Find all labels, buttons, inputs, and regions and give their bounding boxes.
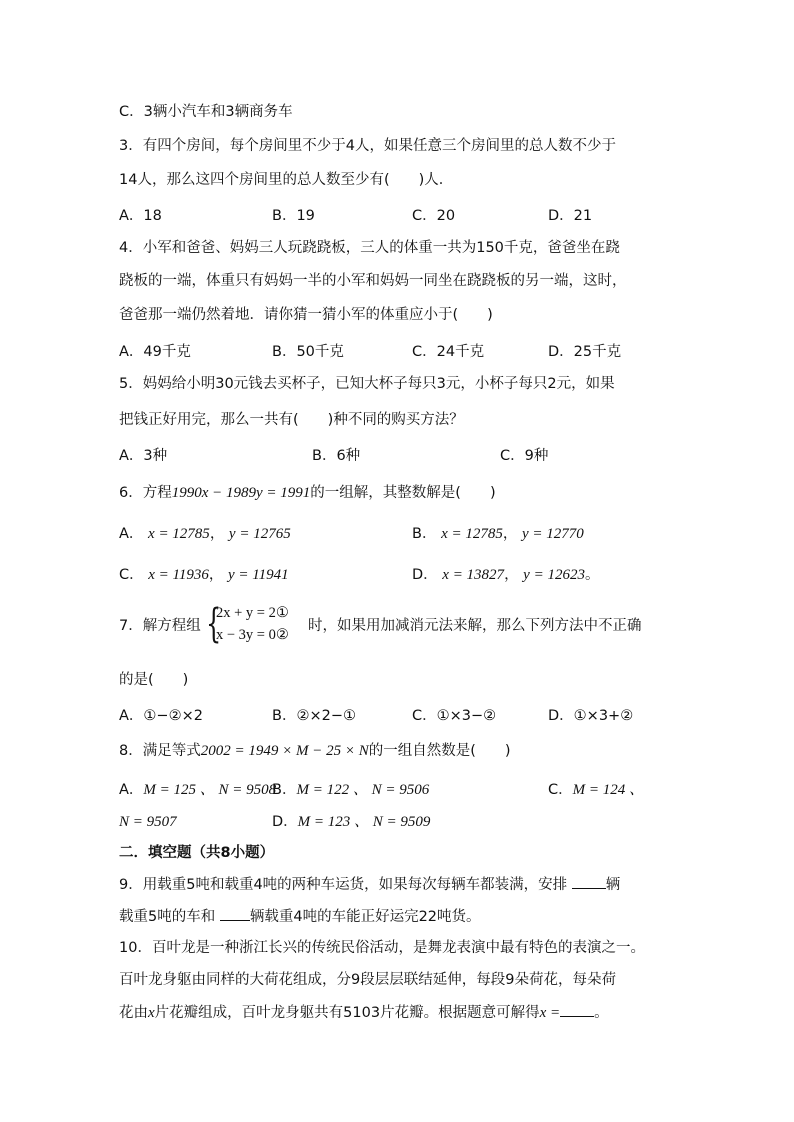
q9-line2-end: 辆载重4吨的车能正好运完22吨货。 xyxy=(249,909,481,925)
q7-option-a: A．①−②×2 xyxy=(119,708,203,724)
q6-option-d-label: D． xyxy=(412,567,438,583)
q6-option-a-y: y = 12765 xyxy=(228,526,291,542)
q6-option-b: B． x = 12785， y = 12770 xyxy=(412,526,584,542)
q8-option-c xyxy=(548,780,644,800)
q4-option-d: D．25千克 xyxy=(548,344,622,360)
q4-option-b: B．50千克 xyxy=(272,344,344,360)
q6-equation: 1990x − 1989y = 1991 xyxy=(171,485,311,501)
q5-stem-line1: 5．妈妈给小明30元钱去买杯子，已知大杯子每只3元，小杯子每只2元，如果 xyxy=(119,376,615,392)
q7-option-c: C．①×3−② xyxy=(412,708,497,724)
q7-suffix: 时，如果用加减消元法来解，那么下列方法中不正确 xyxy=(308,618,642,634)
q7-option-b: B．②×2−① xyxy=(272,708,356,724)
q6-option-a-x: x = 12785 xyxy=(148,526,210,542)
q8-option-a-value: M = 125 、 N = 9508 xyxy=(143,782,277,798)
q3-stem-line1: 3．有四个房间，每个房间里不少于4人，如果任意三个房间里的总人数不少于 xyxy=(119,138,616,154)
q8-equation: 2002 = 1949 × M − 25 × N xyxy=(200,743,369,759)
q6-option-d-y: y = 12623 xyxy=(523,567,585,583)
q7-brace-icon: { xyxy=(206,601,222,647)
q7-prefix: 7．解方程组 xyxy=(119,618,201,634)
q9-blank-2[interactable] xyxy=(220,906,250,921)
q5-option-a: A．3种 xyxy=(119,448,168,464)
q7-option-d: D．①×3+② xyxy=(548,708,634,724)
q10-line3-text-a: 花由 xyxy=(119,1005,148,1021)
section-2-title: 二．填空题（共8小题） xyxy=(119,845,275,861)
q6-option-a-label: A． xyxy=(119,526,144,542)
q10-equation: x = xyxy=(539,1005,561,1021)
q4-stem-line3: 爸爸那一端仍然着地．请你猜一猜小军的体重应小于( ) xyxy=(119,307,493,323)
q8-option-c-value2: N = 9507 xyxy=(119,814,177,830)
q6-option-d: D． x = 13827， y = 12623。 xyxy=(412,567,600,583)
q3-option-c: C．20 xyxy=(412,208,456,224)
q6-option-a: A． x = 12785， y = 12765 xyxy=(119,526,291,542)
q8-option-c-value: M = 124 、 xyxy=(572,782,644,798)
q9-line1-text: 9．用载重5吨和载重4吨的两种车运货，如果每次每辆车都装满，安排 xyxy=(119,877,568,893)
q6-prefix: 6．方程 xyxy=(119,485,172,501)
q8-suffix: 的一组自然数是( ) xyxy=(368,743,511,759)
q6-option-c-label: C． xyxy=(119,567,144,583)
q10-stem-line1: 10．百叶龙是一种浙江长兴的传统民俗活动，是舞龙表演中最有特色的表演之一。 xyxy=(119,940,645,956)
q10-end-mark: 。 xyxy=(594,1005,609,1021)
q6-suffix: 的一组解，其整数解是( ) xyxy=(310,485,496,501)
q5-option-b: B．6种 xyxy=(312,448,361,464)
q8-option-a-label: A． xyxy=(119,782,144,798)
q7-eq1: 2x + y = 2① xyxy=(216,605,289,621)
q10-blank[interactable] xyxy=(560,1002,594,1017)
q6-option-c-y: y = 11941 xyxy=(228,567,289,583)
q8-option-b xyxy=(272,780,429,800)
q6-end-mark: 。 xyxy=(584,567,600,583)
q6-option-b-x: x = 12785 xyxy=(441,526,503,542)
q4-stem-line2: 跷板的一端，体重只有妈妈一半的小军和妈妈一同坐在跷跷板的另一端，这时， xyxy=(119,273,627,289)
q7-equation-system xyxy=(206,602,296,648)
q4-stem-line1: 4．小军和爸爸、妈妈三人玩跷跷板，三人的体重一共为150千克，爸爸坐在跷 xyxy=(119,240,620,256)
q4-option-a: A．49千克 xyxy=(119,344,191,360)
q8-option-a xyxy=(119,780,276,800)
q8-option-b-label: B． xyxy=(272,782,297,798)
q9-stem-line1 xyxy=(119,874,620,895)
q9-blank-1[interactable] xyxy=(572,874,606,889)
q8-option-d-value: M = 123 、 N = 9509 xyxy=(297,814,431,830)
q7-eq2: x − 3y = 0② xyxy=(216,627,289,643)
q5-stem-line2: 把钱正好用完，那么一共有( )种不同的购买方法？ xyxy=(119,412,464,428)
q9-line2-text: 载重5吨的车和 xyxy=(119,909,216,925)
q6-option-b-y: y = 12770 xyxy=(521,526,584,542)
q6-option-c-x: x = 11936 xyxy=(148,567,209,583)
q8-option-b-value: M = 122 、 N = 9506 xyxy=(296,782,430,798)
q3-option-a: A．18 xyxy=(119,208,162,224)
q4-option-c: C．24千克 xyxy=(412,344,485,360)
q8-option-c-label: C． xyxy=(548,782,573,798)
q7-stem-line2: 的是( ) xyxy=(119,672,189,688)
q10-variable: x xyxy=(148,1005,155,1021)
q3-option-d: D．21 xyxy=(548,208,593,224)
q8-option-d-label: D． xyxy=(272,814,298,830)
q6-stem xyxy=(119,483,496,503)
q9-stem-line2 xyxy=(119,906,481,927)
q8-option-d xyxy=(272,812,430,832)
q10-stem-line3 xyxy=(119,1002,609,1023)
q9-line1-end: 辆 xyxy=(605,877,621,893)
q10-stem-line2: 百叶龙身躯由同样的大荷花组成，分9段层层联结延伸，每段9朵荷花，每朵荷 xyxy=(119,972,616,988)
q6-option-c: C． x = 11936， y = 11941 xyxy=(119,567,289,583)
q8-option-c-cont xyxy=(119,812,177,832)
q8-prefix: 8．满足等式 xyxy=(119,743,201,759)
q3-stem-line2: 14人，那么这四个房间里的总人数至少有( )人． xyxy=(119,172,454,188)
q5-option-c: C．9种 xyxy=(500,448,549,464)
q8-stem xyxy=(119,741,511,761)
q2-option-c: C．3辆小汽车和3辆商务车 xyxy=(119,104,293,120)
q10-line3-text-b: 片花瓣组成，百叶龙身躯共有5103片花瓣。根据题意可解得 xyxy=(154,1005,540,1021)
q6-option-d-x: x = 13827 xyxy=(442,567,505,583)
q3-option-b: B．19 xyxy=(272,208,315,224)
q6-option-b-label: B． xyxy=(412,526,437,542)
